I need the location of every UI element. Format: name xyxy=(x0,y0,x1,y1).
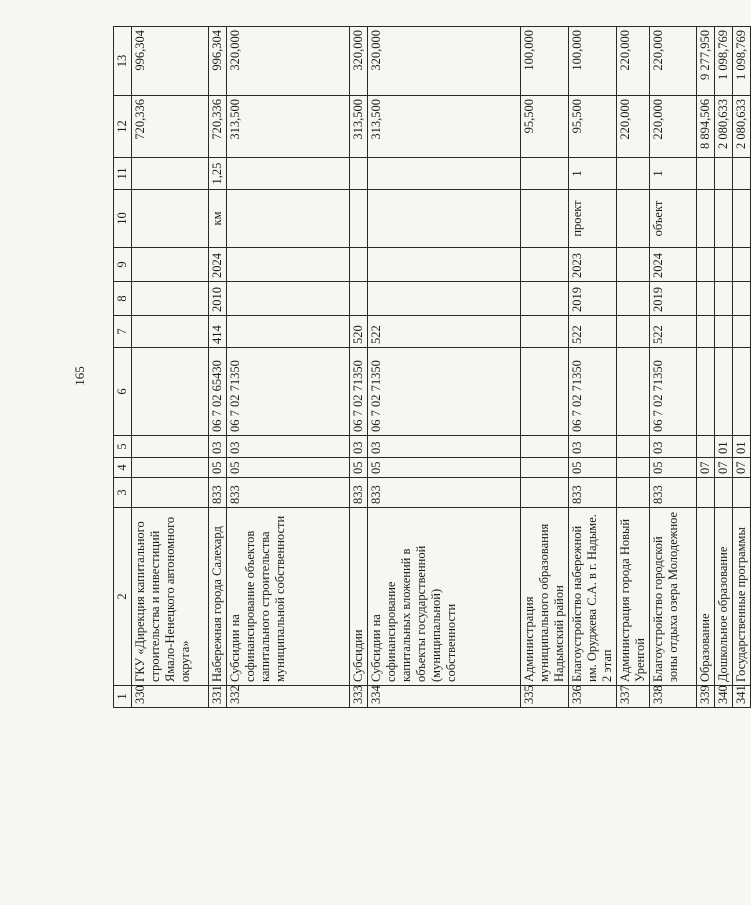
table-cell: 06 7 02 71350 xyxy=(350,348,368,436)
row-number: 341 xyxy=(733,686,751,708)
table-cell: 01 xyxy=(715,436,733,458)
header-cell: 1 xyxy=(114,686,132,708)
row-name: Субсидии на софинансирование капитальных вложений в объекты государственной (муниципальной) собственности xyxy=(368,508,521,686)
row-name: Набережная города Салехард xyxy=(209,508,227,686)
table-cell xyxy=(227,190,350,248)
table-cell: 2023 xyxy=(569,248,617,282)
value-cell: 996,304 xyxy=(132,27,209,96)
table-cell xyxy=(132,458,209,478)
table-cell: 2019 xyxy=(569,282,617,316)
value-cell: 100,000 xyxy=(569,27,617,96)
table-cell xyxy=(733,316,751,348)
value-cell: 100,000 xyxy=(521,27,569,96)
value-cell: 720,336 xyxy=(209,96,227,158)
table-cell: 05 xyxy=(227,458,350,478)
table-cell xyxy=(697,316,715,348)
table-cell: 03 xyxy=(227,436,350,458)
header-cell: 4 xyxy=(114,458,132,478)
value-cell: 220,000 xyxy=(617,96,650,158)
table-cell: 06 7 02 71350 xyxy=(368,348,521,436)
table-cell xyxy=(715,158,733,190)
table-cell xyxy=(368,190,521,248)
table-cell: 1,25 xyxy=(209,158,227,190)
table-cell: 414 xyxy=(209,316,227,348)
table-row xyxy=(132,27,209,708)
row-name: Государственные программы xyxy=(733,508,751,686)
table-cell xyxy=(227,158,350,190)
table-cell: 2024 xyxy=(209,248,227,282)
table-cell: 03 xyxy=(350,436,368,458)
table-cell xyxy=(715,478,733,508)
table-cell xyxy=(617,316,650,348)
table-cell: 06 7 02 71350 xyxy=(227,348,350,436)
table-cell: 1 xyxy=(569,158,617,190)
table-row xyxy=(569,27,617,708)
table-cell xyxy=(132,282,209,316)
table-cell xyxy=(521,348,569,436)
table-row xyxy=(650,27,697,708)
row-number: 330 xyxy=(132,686,209,708)
table-cell: 05 xyxy=(209,458,227,478)
row-number: 332 xyxy=(227,686,350,708)
table-cell xyxy=(733,190,751,248)
header-cell: 8 xyxy=(114,282,132,316)
table-cell: 522 xyxy=(368,316,521,348)
table-cell: 03 xyxy=(569,436,617,458)
table-cell xyxy=(350,190,368,248)
table-cell: 06 7 02 65430 xyxy=(209,348,227,436)
table-cell xyxy=(521,458,569,478)
table-cell xyxy=(617,478,650,508)
table-cell xyxy=(617,458,650,478)
table-cell: 522 xyxy=(569,316,617,348)
table-cell xyxy=(715,348,733,436)
table-cell xyxy=(617,348,650,436)
table-cell xyxy=(697,436,715,458)
table-cell: объект xyxy=(650,190,697,248)
header-cell: 10 xyxy=(114,190,132,248)
table-cell xyxy=(733,248,751,282)
table-cell: 1 xyxy=(650,158,697,190)
table-cell xyxy=(521,316,569,348)
row-name: Дошкольное образование xyxy=(715,508,733,686)
table-row xyxy=(368,27,521,708)
header-cell: 6 xyxy=(114,348,132,436)
table-cell xyxy=(368,158,521,190)
table-cell xyxy=(617,158,650,190)
table-cell xyxy=(368,248,521,282)
table-cell xyxy=(350,282,368,316)
table-cell xyxy=(521,478,569,508)
value-cell: 320,000 xyxy=(368,27,521,96)
table-cell: 05 xyxy=(650,458,697,478)
value-cell: 95,500 xyxy=(569,96,617,158)
table-cell xyxy=(617,282,650,316)
table-cell xyxy=(617,190,650,248)
value-cell: 1 098,769 xyxy=(715,27,733,96)
table-cell xyxy=(521,436,569,458)
table-cell xyxy=(617,248,650,282)
table-cell xyxy=(227,316,350,348)
table-cell: 03 xyxy=(209,436,227,458)
table-cell: 2010 xyxy=(209,282,227,316)
table-cell xyxy=(733,348,751,436)
table-cell xyxy=(733,478,751,508)
table-row xyxy=(209,27,227,708)
table-cell: 01 xyxy=(733,436,751,458)
table-row xyxy=(227,27,350,708)
table-cell xyxy=(132,436,209,458)
value-cell: 8 894,506 xyxy=(697,96,715,158)
row-number: 338 xyxy=(650,686,697,708)
table-cell xyxy=(132,190,209,248)
table-cell: 833 xyxy=(368,478,521,508)
value-cell: 2 080,633 xyxy=(733,96,751,158)
table-cell: 520 xyxy=(350,316,368,348)
table-cell: 06 7 02 71350 xyxy=(650,348,697,436)
value-cell: 320,000 xyxy=(227,27,350,96)
value-cell: 220,000 xyxy=(650,96,697,158)
table-cell xyxy=(697,348,715,436)
budget-table xyxy=(113,26,751,708)
row-number: 334 xyxy=(368,686,521,708)
table-cell: 2019 xyxy=(650,282,697,316)
table-cell: 07 xyxy=(733,458,751,478)
table-cell xyxy=(697,190,715,248)
table-cell xyxy=(697,282,715,316)
row-number: 335 xyxy=(521,686,569,708)
table-row xyxy=(733,27,751,708)
table-cell: 833 xyxy=(569,478,617,508)
table-cell xyxy=(132,478,209,508)
header-cell: 5 xyxy=(114,436,132,458)
table-cell: 833 xyxy=(209,478,227,508)
table-cell: 05 xyxy=(368,458,521,478)
header-cell: 12 xyxy=(114,96,132,158)
table-cell xyxy=(350,158,368,190)
table-cell: 2024 xyxy=(650,248,697,282)
table-cell xyxy=(697,158,715,190)
row-name: Образование xyxy=(697,508,715,686)
table-cell xyxy=(715,282,733,316)
row-name: Благоустройство городской зоны отдыха озера Молодежное xyxy=(650,508,697,686)
table-cell: 07 xyxy=(697,458,715,478)
row-number: 337 xyxy=(617,686,650,708)
value-cell: 1 098,769 xyxy=(733,27,751,96)
table-cell xyxy=(697,478,715,508)
row-name: Администрация муниципального образования Надымский район xyxy=(521,508,569,686)
row-number: 333 xyxy=(350,686,368,708)
header-cell: 13 xyxy=(114,27,132,96)
table-cell: 06 7 02 71350 xyxy=(569,348,617,436)
table-row xyxy=(715,27,733,708)
row-name: Субсидии на софинансирование объектов капитального строительства муниципальной собственности xyxy=(227,508,350,686)
table-row xyxy=(617,27,650,708)
table-cell xyxy=(132,316,209,348)
header-cell: 9 xyxy=(114,248,132,282)
table-cell xyxy=(350,248,368,282)
value-cell: 996,304 xyxy=(209,27,227,96)
value-cell: 313,500 xyxy=(350,96,368,158)
table-cell xyxy=(733,282,751,316)
row-number: 340 xyxy=(715,686,733,708)
budget-table-container xyxy=(113,27,748,708)
value-cell: 9 277,950 xyxy=(697,27,715,96)
table-cell xyxy=(521,248,569,282)
table-cell: 833 xyxy=(650,478,697,508)
table-cell xyxy=(227,248,350,282)
value-cell: 220,000 xyxy=(650,27,697,96)
table-cell: км xyxy=(209,190,227,248)
table-cell xyxy=(521,158,569,190)
value-cell: 313,500 xyxy=(227,96,350,158)
table-row xyxy=(697,27,715,708)
row-number: 336 xyxy=(569,686,617,708)
value-cell: 95,500 xyxy=(521,96,569,158)
table-cell xyxy=(521,190,569,248)
value-cell: 313,500 xyxy=(368,96,521,158)
value-cell: 2 080,633 xyxy=(715,96,733,158)
row-name: Субсидии xyxy=(350,508,368,686)
table-cell: 05 xyxy=(569,458,617,478)
row-name: Благоустройство набережной им. Оруджева С.А. в г. Надыме. 2 этап xyxy=(569,508,617,686)
header-cell: 3 xyxy=(114,478,132,508)
table-cell xyxy=(132,158,209,190)
table-cell: 833 xyxy=(350,478,368,508)
header-cell: 11 xyxy=(114,158,132,190)
table-cell xyxy=(617,436,650,458)
header-row xyxy=(114,27,132,708)
table-cell xyxy=(733,158,751,190)
table-cell xyxy=(132,348,209,436)
table-cell xyxy=(697,248,715,282)
table-cell xyxy=(227,282,350,316)
table-cell xyxy=(368,282,521,316)
table-cell xyxy=(715,248,733,282)
table-row xyxy=(521,27,569,708)
table-cell: 522 xyxy=(650,316,697,348)
table-cell: 03 xyxy=(368,436,521,458)
table-cell xyxy=(132,248,209,282)
table-cell: 833 xyxy=(227,478,350,508)
value-cell: 720,336 xyxy=(132,96,209,158)
page-number: 165 xyxy=(72,366,87,386)
header-cell: 2 xyxy=(114,508,132,686)
table-cell: 05 xyxy=(350,458,368,478)
row-name: Администрация города Новый Уренгой xyxy=(617,508,650,686)
header-cell: 7 xyxy=(114,316,132,348)
table-cell: 03 xyxy=(650,436,697,458)
table-cell xyxy=(715,190,733,248)
table-row xyxy=(350,27,368,708)
row-number: 339 xyxy=(697,686,715,708)
table-cell: проект xyxy=(569,190,617,248)
table-cell: 07 xyxy=(715,458,733,478)
row-number: 331 xyxy=(209,686,227,708)
table-cell xyxy=(715,316,733,348)
value-cell: 320,000 xyxy=(350,27,368,96)
table-cell xyxy=(521,282,569,316)
row-name: ГКУ «Дирекция капитального строительства и инвестиций Ямало-Ненецкого автономного округа» xyxy=(132,508,209,686)
value-cell: 220,000 xyxy=(617,27,650,96)
